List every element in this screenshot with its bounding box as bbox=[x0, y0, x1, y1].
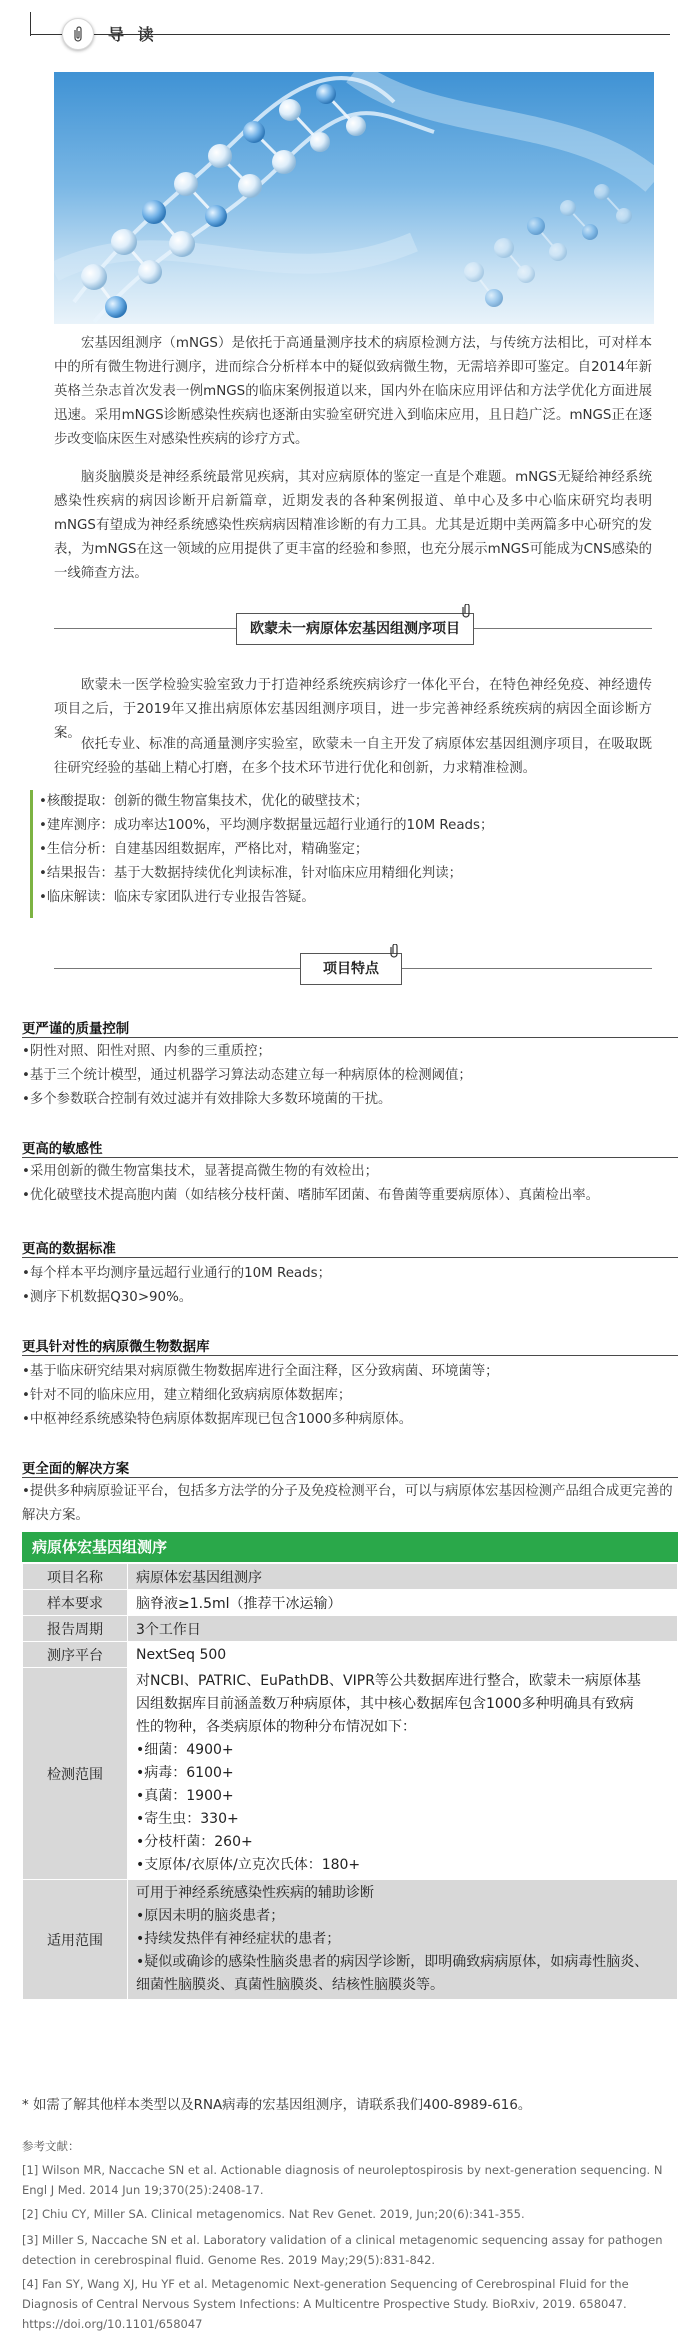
apply-line: 可用于神经系统感染性疾病的辅助诊断 bbox=[136, 1885, 374, 1901]
table-row bbox=[23, 1564, 678, 1590]
table-row bbox=[23, 1668, 678, 1880]
list-item: •结果报告：基于大数据持续优化判读标准，针对临床应用精细化判读； bbox=[39, 866, 463, 881]
table-header: 病原体宏基因组测序 bbox=[22, 1532, 678, 1562]
scope-line: •寄生虫：330+ bbox=[136, 1811, 239, 1827]
scope-line: •支原体/衣原体/立克次氏体：180+ bbox=[136, 1857, 361, 1873]
row-value: 病原体宏基因组测序 bbox=[128, 1564, 678, 1590]
list-item: •采用创新的微生物富集技术，显著提高微生物的有效检出； bbox=[22, 1164, 379, 1179]
reference-item: [2] Chiu CY, Miller SA. Clinical metagenomics. Nat Rev Genet. 2019, Jun;20(6):341-355. bbox=[22, 2207, 525, 2221]
clip-icon bbox=[71, 26, 85, 42]
feature-title-sensitivity: 更高的敏感性 bbox=[22, 1142, 103, 1157]
clip-icon bbox=[388, 944, 400, 958]
row-label: 适用范围 bbox=[23, 1880, 128, 2000]
table-row bbox=[23, 1616, 678, 1642]
guide-title: 导 读 bbox=[108, 25, 158, 44]
section2-divider-right bbox=[400, 968, 652, 969]
guide-divider-right bbox=[92, 34, 670, 35]
feature-title-quality: 更严谨的质量控制 bbox=[22, 1022, 130, 1037]
section1-divider-left bbox=[54, 628, 236, 629]
row-value: 3个工作日 bbox=[128, 1616, 678, 1642]
detection-scope bbox=[128, 1668, 678, 1880]
scope-line: •细菌：4900+ bbox=[136, 1742, 234, 1758]
row-value: NextSeq 500 bbox=[128, 1642, 678, 1668]
apply-line: 细菌性脑膜炎、真菌性脑膜炎、结核性脑膜炎等。 bbox=[136, 1977, 444, 1993]
scope-line: 性的物种，各类病原体的物种分布情况如下： bbox=[136, 1719, 416, 1735]
list-item: •生信分析：自建基因组数据库，严格比对，精确鉴定； bbox=[39, 842, 369, 857]
list-item: •基于临床研究结果对病原微生物数据库进行全面注释，区分致病菌、环境菌等； bbox=[22, 1364, 499, 1379]
feature-divider bbox=[22, 1355, 678, 1356]
guide-corner-mark bbox=[30, 12, 31, 36]
list-item: •针对不同的临床应用，建立精细化致病病原体数据库； bbox=[22, 1388, 352, 1403]
section1-paragraph-1: 欧蒙未一医学检验实验室致力于打造神经系统疾病诊疗一体化平台，在特色神经免疫、神经遗传项目之后，于2019年又推出病原体宏基因组测序项目，进一步完善神经系统疾病的病因全面诊断方案。 bbox=[54, 678, 652, 741]
table-row bbox=[23, 1642, 678, 1668]
list-item: •每个样本平均测序量远超行业通行的10M Reads； bbox=[22, 1266, 332, 1281]
row-label: 检测范围 bbox=[23, 1668, 128, 1880]
row-label: 样本要求 bbox=[23, 1590, 128, 1616]
references-label: 参考文献： bbox=[22, 2139, 80, 2153]
scope-line: 因组数据库目前涵盖数万种病原体，其中核心数据库包含1000多种明确具有致病 bbox=[136, 1696, 634, 1712]
advantages-list bbox=[30, 790, 673, 918]
list-item: •多个参数联合控制有效过滤并有效排除大多数环境菌的干扰。 bbox=[22, 1092, 392, 1107]
row-label: 项目名称 bbox=[23, 1564, 128, 1590]
feature-title-data-standard: 更高的数据标准 bbox=[22, 1242, 116, 1257]
clip-icon bbox=[460, 604, 472, 618]
feature-divider bbox=[22, 1157, 678, 1158]
table-row bbox=[23, 1590, 678, 1616]
list-item: •临床解读：临床专家团队进行专业报告答疑。 bbox=[39, 890, 315, 905]
list-item: •基于三个统计模型，通过机器学习算法动态建立每一种病原体的检测阈值； bbox=[22, 1068, 472, 1083]
reference-item: [1] Wilson MR, Naccache SN et al. Actionable diagnosis of neuroleptospirosis by next-generation sequencing. N Engl J Med. 2014 Jun 19;370(25):2408-17. bbox=[22, 2163, 663, 2197]
reference-item: [3] Miller S, Naccache SN et al. Laboratory validation of a clinical metagenomic sequencing assay for pathogen detection in cerebrospinal fluid. Genome Res. 2019 May;29(5):831-842. bbox=[22, 2233, 663, 2267]
apply-line: •原因未明的脑炎患者； bbox=[136, 1908, 285, 1924]
scope-line: •分枝杆菌：260+ bbox=[136, 1834, 253, 1850]
feature-divider bbox=[22, 1477, 678, 1478]
list-item: •核酸提取：创新的微生物富集技术，优化的破壁技术； bbox=[39, 794, 369, 809]
guide-badge bbox=[62, 18, 94, 50]
scope-line: 对NCBI、PATRIC、EuPathDB、VIPR等公共数据库进行整合，欧蒙未一病原体基 bbox=[136, 1673, 641, 1689]
section1-divider-right bbox=[472, 628, 652, 629]
reference-item: [4] Fan SY, Wang XJ, Hu YF et al. Metagenomic Next-generation Sequencing of Cerebrospinal Fluid for the Diagnosis of Central Nervous System Infections: A Multicentre Prospective Study. BioRxiv, 2019. 658047. https://doi.org/10.1101/658047 bbox=[22, 2277, 629, 2331]
scope-line: •真菌：1900+ bbox=[136, 1788, 234, 1804]
section2-divider-left bbox=[54, 968, 300, 969]
list-item: •优化破壁技术提高胞内菌（如结核分枝杆菌、嗜肺军团菌、布鲁菌等重要病原体）、真菌检出率。 bbox=[22, 1188, 599, 1203]
list-item: •测序下机数据Q30>90%。 bbox=[22, 1290, 193, 1305]
section1-title: 欧蒙未一病原体宏基因组测序项目 bbox=[236, 613, 474, 645]
row-value: 脑脊液≥1.5ml（推荐干冰运输） bbox=[128, 1590, 678, 1616]
row-label: 报告周期 bbox=[23, 1616, 128, 1642]
list-item: •建库测序：成功率达100%，平均测序数据量远超行业通行的10M Reads； bbox=[39, 818, 494, 833]
application-scope bbox=[128, 1880, 678, 2000]
product-table bbox=[22, 1563, 678, 2000]
feature-divider bbox=[22, 1257, 678, 1258]
contact-note: * 如需了解其他样本类型以及RNA病毒的宏基因组测序，请联系我们400-8989-616。 bbox=[22, 2098, 532, 2113]
section1-paragraph-2: 依托专业、标准的高通量测序实验室，欧蒙未一自主开发了病原体宏基因组测序项目，在吸取既往研究经验的基础上精心打磨，在多个技术环节进行优化和创新，力求精准检测。 bbox=[54, 737, 652, 776]
section2-title: 项目特点 bbox=[300, 953, 402, 985]
list-item: •中枢神经系统感染特色病原体数据库现已包含1000多种病原体。 bbox=[22, 1412, 413, 1427]
list-item: •提供多种病原验证平台，包括多方法学的分子及免疫检测平台，可以与病原体宏基因检测产品组合成更完善的解决方案。 bbox=[22, 1484, 673, 1523]
apply-line: •疑似或确诊的感染性脑炎患者的病因学诊断，即明确致病病原体，如病毒性脑炎、 bbox=[136, 1954, 649, 1970]
feature-divider bbox=[22, 1037, 678, 1038]
intro-paragraph-2: 脑炎脑膜炎是神经系统最常见疾病，其对应病原体的鉴定一直是个难题。mNGS无疑给神经系统感染性疾病的病因诊断开启新篇章，近期发表的各种案例报道、单中心及多中心临床研究均表明mNGS有望成为神经系统感染性疾病病因精准诊断的有力工具。尤其是近期中美两篇多中心研究的发表，为mNGS在这一领域的应用提供了更丰富的经验和参照，也充分展示mNGS可能成为CNS感染的一线筛查方法。 bbox=[54, 470, 652, 581]
dna-helix-icon bbox=[54, 72, 654, 324]
list-item: •阴性对照、阳性对照、内参的三重质控； bbox=[22, 1044, 271, 1059]
feature-title-database: 更具针对性的病原微生物数据库 bbox=[22, 1340, 210, 1355]
apply-line: •持续发热伴有神经症状的患者； bbox=[136, 1931, 341, 1947]
feature-title-solution: 更全面的解决方案 bbox=[22, 1462, 130, 1477]
table-row bbox=[23, 1880, 678, 2000]
intro-paragraph-1: 宏基因组测序（mNGS）是依托于高通量测序技术的病原检测方法，与传统方法相比，可对样本中的所有微生物进行测序，进而综合分析样本中的疑似致病微生物，无需培养即可鉴定。自2014年新英格兰杂志首次发表一例mNGS的临床案例报道以来，国内外在临床应用评估和方法学优化方面进展迅速。采用mNGS诊断感染性疾病也逐渐由实验室研究进入到临床应用，且日趋广泛。mNGS正在逐步改变临床医生对感染性疾病的诊疗方式。 bbox=[54, 336, 652, 447]
guide-divider-left bbox=[30, 34, 62, 35]
hero-dna-image bbox=[54, 72, 654, 324]
row-label: 测序平台 bbox=[23, 1642, 128, 1668]
scope-line: •病毒：6100+ bbox=[136, 1765, 234, 1781]
